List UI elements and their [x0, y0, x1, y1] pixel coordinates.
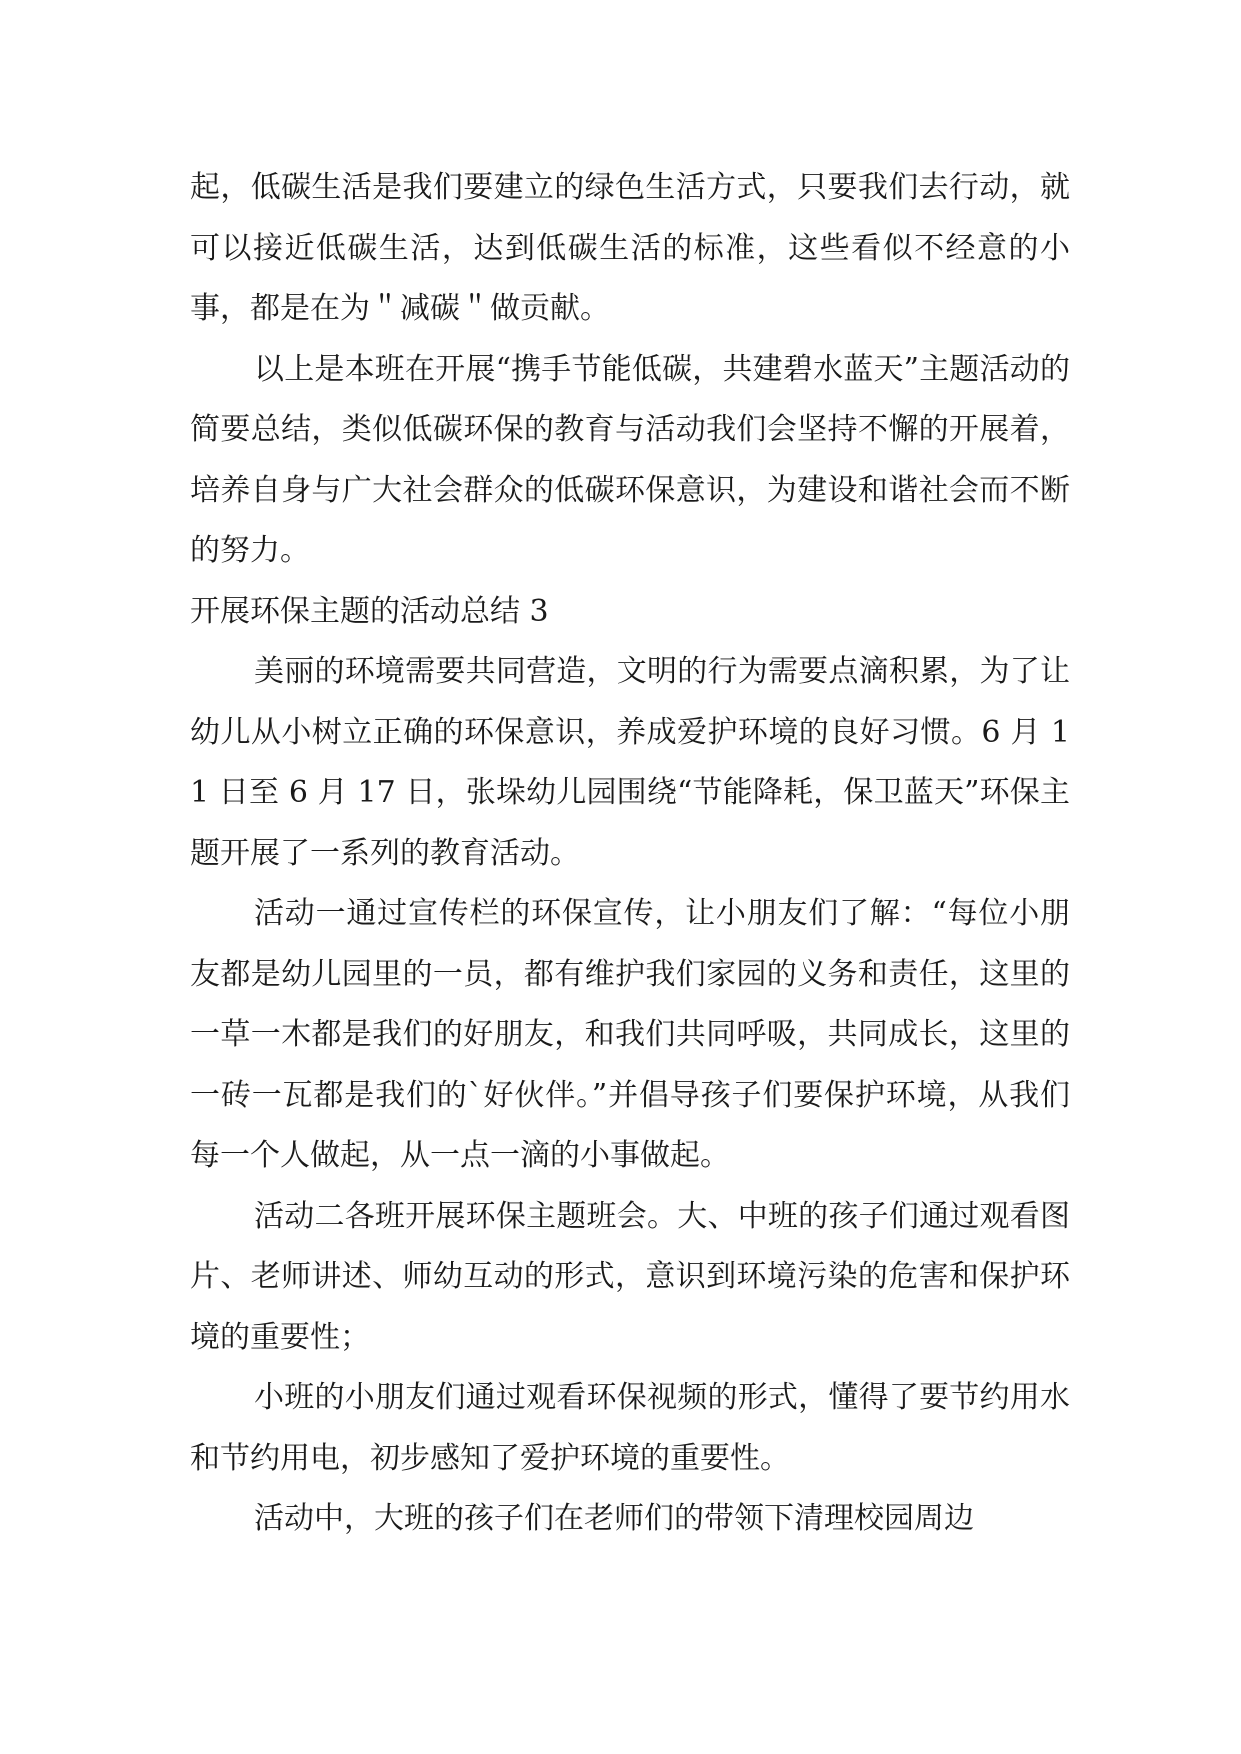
- section-heading: 开展环保主题的活动总结 3: [190, 593, 549, 629]
- paragraph-activity-two: 活动二各班开展环保主题班会。大、中班的孩子们通过观看图片、老师讲述、师幼互动的形式，意识到环境污染的危害和保护环境的重要性；: [190, 1198, 1070, 1355]
- document-body: [190, 158, 1070, 1550]
- paragraph-activity-middle: 活动中，大班的孩子们在老师们的带领下清理校园周边: [254, 1501, 974, 1536]
- paragraph-small-class: 小班的小朋友们通过观看环保视频的形式，懂得了要节约用水和节约用电，初步感知了爱护环境的重要性。: [190, 1380, 1070, 1476]
- paragraph-continuation: 起，低碳生活是我们要建立的绿色生活方式，只要我们去行动，就可以接近低碳生活，达到低碳生活的标准，这些看似不经意的小事，都是在为＂减碳＂做贡献。: [190, 170, 1070, 326]
- paragraph-activity-one: 活动一通过宣传栏的环保宣传，让小朋友们了解：“每位小朋友都是幼儿园里的一员，都有维护我们家园的义务和责任，这里的一草一木都是我们的好朋友，和我们共同呼吸，共同成长，这里的一砖一瓦都是我们的`好伙伴。”并倡导孩子们要保护环境，从我们每一个人做起，从一点一滴的小事做起。: [190, 896, 1070, 1173]
- paragraph-intro: 美丽的环境需要共同营造，文明的行为需要点滴积累，为了让幼儿从小树立正确的环保意识，养成爱护环境的良好习惯。6 月 11 日至 6 月 17 日，张垛幼儿园围绕“节能降耗，保卫蓝天”环保主题开展了一系列的教育活动。: [190, 654, 1070, 871]
- paragraph-summary: 以上是本班在开展“携手节能低碳，共建碧水蓝天”主题活动的简要总结，类似低碳环保的教育与活动我们会坚持不懈的开展着，培养自身与广大社会群众的低碳环保意识，为建设和谐社会而不断的努力。: [190, 351, 1070, 568]
